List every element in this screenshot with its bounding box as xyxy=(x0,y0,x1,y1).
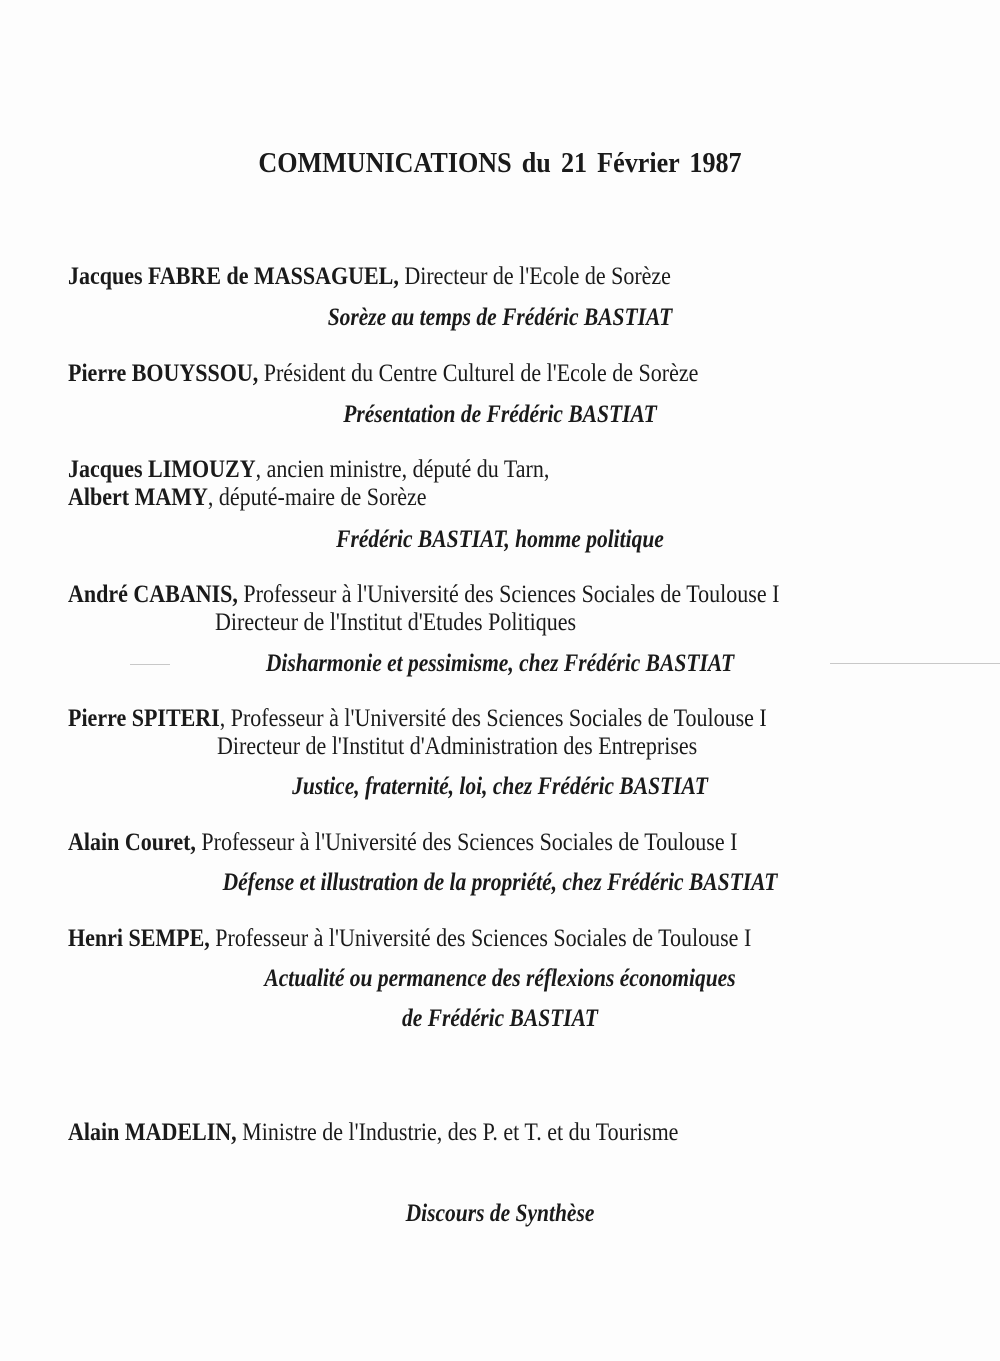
speaker-line xyxy=(68,262,671,292)
talk-title: Discours de Synthèse xyxy=(405,1200,595,1227)
speaker-name: Alain MADELIN, xyxy=(68,1119,237,1146)
talk-title: Sorèze au temps de Frédéric BASTIAT xyxy=(327,304,673,331)
speaker-name: Alain Couret, xyxy=(68,829,196,856)
speaker-line xyxy=(68,924,751,954)
speaker-line xyxy=(68,483,427,513)
speaker-role: , député-maire de Sorèze xyxy=(207,484,427,511)
speaker-name: Henri SEMPE, xyxy=(68,925,210,952)
speaker-name: Pierre SPITERI xyxy=(68,705,220,732)
speaker-role: Professeur à l'Université des Sciences Sociales de Toulouse I xyxy=(237,581,780,608)
talk-title-continued: de Frédéric BASTIAT xyxy=(402,1005,598,1032)
speaker-role: Ministre de l'Industrie, des P. et T. et du Tourisme xyxy=(236,1119,679,1146)
speaker-role: Directeur de l'Ecole de Sorèze xyxy=(398,263,671,290)
speaker-name: Albert MAMY xyxy=(68,484,208,511)
speaker-role: Professeur à l'Université des Sciences Sociales de Toulouse I xyxy=(209,925,752,952)
speaker-line xyxy=(68,455,549,485)
talk-title: Justice, fraternité, loi, chez Frédéric BASTIAT xyxy=(292,773,708,800)
speaker-role: Président du Centre Culturel de l'Ecole de Sorèze xyxy=(258,360,699,387)
talk-title: Actualité ou permanence des réflexions économiques xyxy=(264,965,736,992)
speaker-line xyxy=(68,704,767,734)
speaker-line xyxy=(68,359,698,389)
talk-title: Disharmonie et pessimisme, chez Frédéric BASTIAT xyxy=(265,650,735,677)
speaker-name: Pierre BOUYSSOU, xyxy=(68,360,259,387)
speaker-role-continued: Directeur de l'Institut d'Etudes Politiques xyxy=(215,609,577,636)
talk-title: Défense et illustration de la propriété, chez Frédéric BASTIAT xyxy=(222,869,778,896)
speaker-name: André CABANIS, xyxy=(68,581,238,608)
speaker-role: Professeur à l'Université des Sciences Sociales de Toulouse I xyxy=(195,829,738,856)
speaker-role-continued: Directeur de l'Institut d'Administration des Entreprises xyxy=(217,733,698,760)
speaker-role: , ancien ministre, député du Tarn, xyxy=(255,456,550,483)
speaker-role: , Professeur à l'Université des Sciences Sociales de Toulouse I xyxy=(219,705,767,732)
page-title: COMMUNICATIONS du 21 Février 1987 xyxy=(258,147,742,179)
speaker-name: Jacques LIMOUZY xyxy=(68,456,256,483)
speaker-line xyxy=(68,828,737,858)
talk-title: Présentation de Frédéric BASTIAT xyxy=(343,401,657,428)
talk-title: Frédéric BASTIAT, homme politique xyxy=(336,526,664,553)
speaker-line xyxy=(68,580,779,610)
speaker-name: Jacques FABRE de MASSAGUEL, xyxy=(68,263,399,290)
speaker-line xyxy=(68,1118,678,1148)
